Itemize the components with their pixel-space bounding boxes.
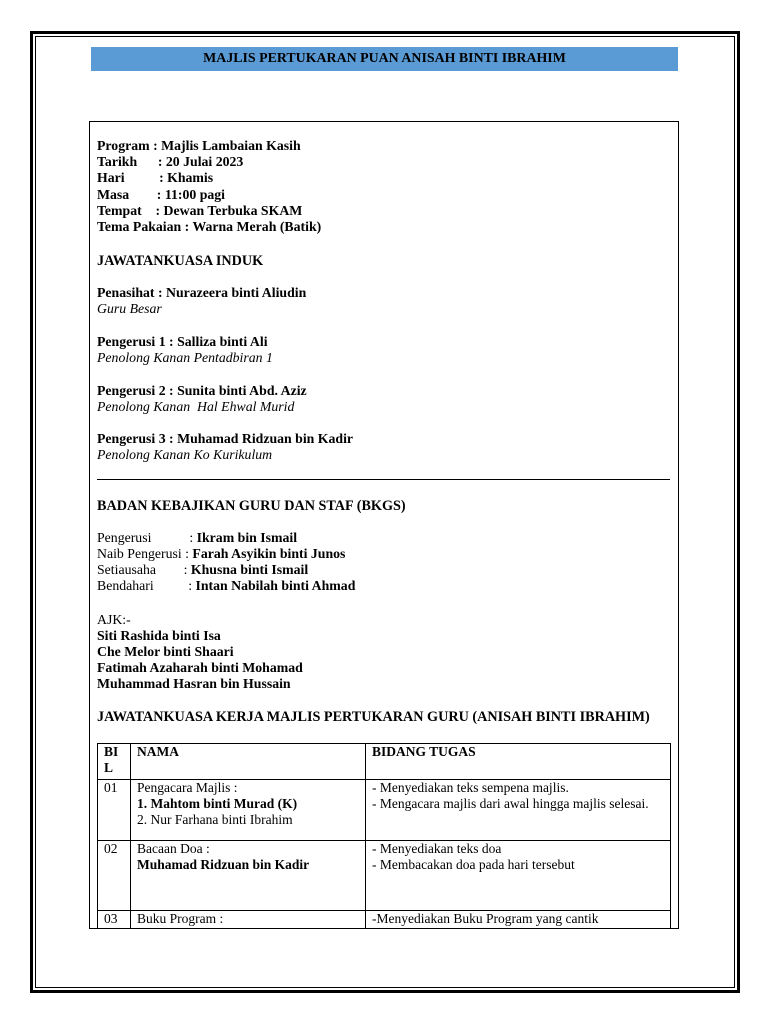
tugas-line: - Mengacara majlis dari awal hingga majlis selesai. [372, 795, 649, 811]
title-bar [91, 47, 678, 71]
member-role-name: Penasihat : Nurazeera binti Aliudin [97, 284, 307, 300]
cell-tugas [366, 840, 671, 910]
member-role-name: Pengerusi 3 : Muhamad Ridzuan bin Kadir [97, 430, 354, 446]
cell-nama [131, 910, 366, 928]
nama-line: Buku Program : [137, 910, 224, 926]
program-info-line: Masa : 11:00 pagi [97, 186, 226, 202]
nama-line: Pengacara Majlis : [137, 779, 238, 795]
table-row [98, 840, 671, 910]
bkgs-officers [97, 530, 670, 595]
officer-name: Ikram bin Ismail [196, 529, 298, 545]
program-info-line: Tempat : Dewan Terbuka SKAM [97, 202, 303, 218]
nama-line: Muhamad Ridzuan bin Kadir [137, 856, 310, 872]
officer-name: Khusna binti Ismail [190, 562, 309, 578]
section-heading-induk: JAWATANKUASA INDUK [97, 252, 264, 269]
section-heading-bkgs: BADAN KEBAJIKAN GURU DAN STAF (BKGS) [97, 497, 406, 514]
section-divider [97, 479, 670, 480]
officer-label: Setiausaha : [97, 562, 191, 578]
cell-bil: 01 [98, 779, 131, 840]
committee-member [97, 285, 670, 317]
ajk-member: Muhammad Hasran bin Hussain [97, 676, 291, 692]
program-info-line: Tarikh : 20 Julai 2023 [97, 154, 244, 170]
cell-tugas [366, 779, 671, 840]
cell-bil: 03 [98, 910, 131, 928]
member-position: Penolong Kanan Pentadbiran 1 [97, 349, 273, 365]
header-bil [98, 743, 131, 779]
cell-nama [131, 779, 366, 840]
officer-name: Farah Asyikin binti Junos [192, 545, 346, 561]
program-info-line: Tema Pakaian : Warna Merah (Batik) [97, 218, 322, 234]
committee-member [97, 334, 670, 366]
cell-tugas [366, 910, 671, 928]
cell-bil: 02 [98, 840, 131, 910]
member-role-name: Pengerusi 2 : Sunita binti Abd. Aziz [97, 382, 307, 398]
committee-member [97, 431, 670, 463]
table-header-row [98, 743, 671, 779]
table-row [98, 910, 671, 928]
section-heading-kerja: JAWATANKUASA KERJA MAJLIS PERTUKARAN GURU (ANISAH BINTI IBRAHIM) [97, 708, 650, 725]
program-info-line: Program : Majlis Lambaian Kasih [97, 138, 301, 153]
ajk-member: Fatimah Azaharah binti Mohamad [97, 660, 303, 676]
header-bil-label: BIL [104, 743, 119, 775]
nama-line: 2. Nur Farhana binti Ibrahim [137, 811, 293, 827]
ajk-label: AJK:- [97, 611, 131, 627]
nama-line: 1. Mahtom binti Murad (K) [137, 795, 298, 811]
member-role-name: Pengerusi 1 : Salliza binti Ali [97, 333, 268, 349]
header-tugas: BIDANG TUGAS [366, 743, 671, 779]
document-title: MAJLIS PERTUKARAN PUAN ANISAH BINTI IBRAHIM [203, 51, 566, 66]
member-position: Penolong Kanan Hal Ehwal Murid [97, 398, 295, 414]
program-info-line: Hari : Khamis [97, 170, 214, 186]
table-row [98, 779, 671, 840]
officer-row [97, 562, 670, 578]
officer-row [97, 546, 670, 562]
ajk-member: Siti Rashida binti Isa [97, 627, 221, 643]
program-info [97, 138, 670, 235]
ajk-member: Che Melor binti Shaari [97, 643, 234, 659]
officer-label: Naib Pengerusi : [97, 545, 193, 561]
committee-member [97, 383, 670, 415]
ajk-list [97, 612, 670, 693]
content-box [89, 121, 679, 929]
officer-label: Pengerusi : [97, 529, 197, 545]
officer-row [97, 530, 670, 546]
member-position: Guru Besar [97, 300, 162, 316]
officer-row [97, 578, 670, 594]
nama-line: Bacaan Doa : [137, 840, 210, 856]
duty-table [97, 743, 671, 929]
officer-label: Bendahari : [97, 578, 196, 594]
member-position: Penolong Kanan Ko Kurikulum [97, 446, 273, 462]
tugas-line: - Menyediakan teks doa [372, 840, 502, 856]
cell-nama [131, 840, 366, 910]
tugas-line: -Menyediakan Buku Program yang cantik [372, 910, 599, 926]
header-nama: NAMA [131, 743, 366, 779]
officer-name: Intan Nabilah binti Ahmad [195, 578, 356, 594]
tugas-line: - Menyediakan teks sempena majlis. [372, 779, 569, 795]
tugas-line: - Membacakan doa pada hari tersebut [372, 856, 575, 872]
